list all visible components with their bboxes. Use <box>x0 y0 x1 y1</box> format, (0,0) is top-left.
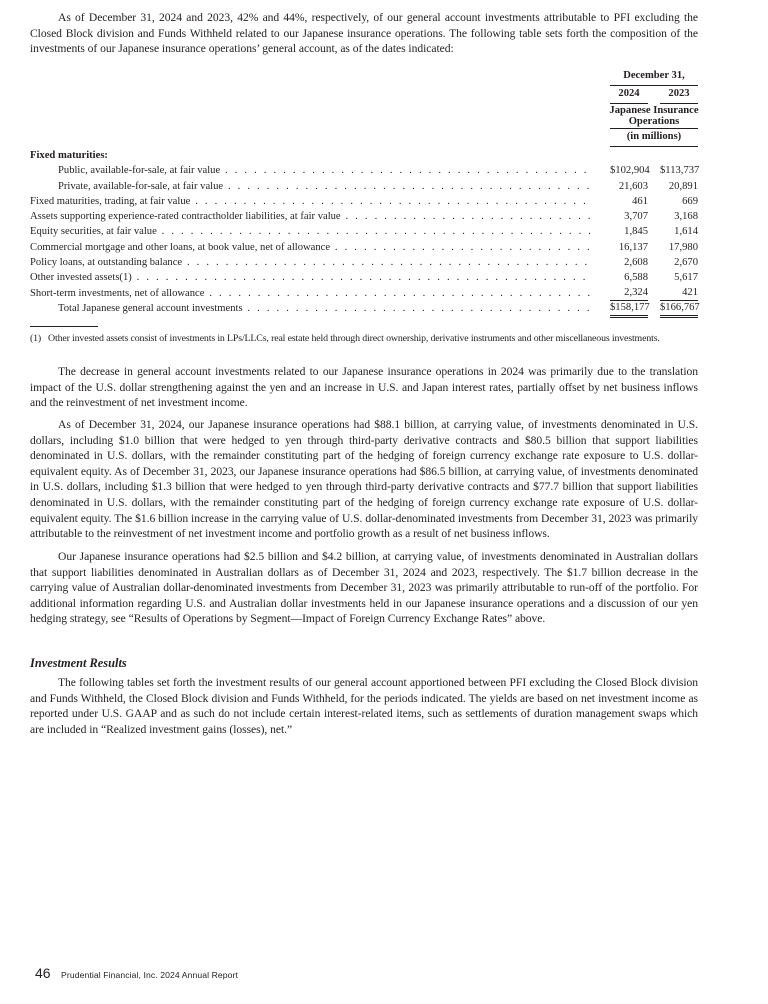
table-row <box>30 270 698 285</box>
row-label: Equity securities, at fair value . . . <box>30 224 592 239</box>
row-label: Policy loans, at outstanding balance . . . <box>30 255 592 270</box>
units-header: (in millions) <box>626 131 682 142</box>
footnote-text: Other invested assets consist of investments in LPs/LLCs, real estate held through direct ownership, derivative instruments and other miscellaneous investments. <box>48 333 660 344</box>
body-paragraph: The following tables set forth the investment results of our general account apportioned between PFI excluding the Closed Block division and Funds Withheld, the Closed Block division and Funds Withheld, for the periods indicated. The yields are based on net investment income as reported under U.S. GAAP and as such do not include certain interest-related items, such as settlements of duration management swaps which are included in “Realized investment gains (losses), net.” <box>30 676 698 736</box>
section-heading: Investment Results <box>30 656 127 670</box>
value-2023: 669 <box>682 195 698 207</box>
row-label: Other invested assets(1) . . . <box>30 270 592 285</box>
row-label: Private, available-for-sale, at fair value . . . <box>30 179 592 194</box>
table-row <box>30 209 698 224</box>
footer-title: Prudential Financial, Inc. 2024 Annual Report <box>61 970 238 980</box>
row-label: Assets supporting experience-rated contractholder liabilities, at fair value . . . <box>30 209 592 224</box>
value-2024: 2,608 <box>624 257 648 269</box>
value-2023: 2,670 <box>674 257 698 269</box>
page-number: 46 <box>35 965 51 981</box>
footnote <box>30 332 698 345</box>
value-2024: $102,904 <box>610 165 650 177</box>
row-label: Fixed maturities, trading, at fair value . . . <box>30 194 592 209</box>
value-2024: 21,603 <box>618 180 648 192</box>
value-2024: 16,137 <box>618 241 648 253</box>
year-header-2023: 2023 <box>668 88 690 99</box>
value-2024: 2,324 <box>610 286 648 301</box>
row-label: Short-term investments, net of allowance . . . <box>30 286 592 301</box>
table-row <box>30 194 698 209</box>
value-2023: 5,617 <box>674 272 698 284</box>
header-rule <box>610 103 648 104</box>
body-paragraph: As of December 31, 2024, our Japanese insurance operations had $88.1 billion, at carrying value, of investments denominated in U.S. dollars, including $1.0 billion that were hedged to yen through third-party derivative contracts and $80.5 billion that support liabilities denominated in U.S. dollars, with the remainder constituting part of the hedging of foreign currency exchange rate exposure to U.S. dollar-equivalent equity. As of December 31, 2023, our Japanese insurance operations had $86.5 billion, at carrying value, of investments denominated in U.S. dollars, including $1.3 billion that were hedged to yen through third-party derivative contracts and $77.7 billion that support liabilities denominated in U.S. dollars, with the remainder constituting part of the hedging of foreign currency exchange rate exposure of U.S. dollar-equivalent equity. The $1.6 billion increase in the carrying value of U.S. dollar-denominated investments from December 31, 2023 was primarily attributable to the reinvestment of net investment income and portfolio growth as a result of net business inflows. <box>30 418 698 541</box>
body-paragraph: Our Japanese insurance operations had $2.5 billion and $4.2 billion, at carrying value, of investments denominated in Australian dollars that support liabilities denominated in Australian dollars as of December 31, 2024 and 2023, respectively. The $1.7 billion decrease in the carrying value of Australian dollar-denominated investments from December 31, 2023 was primarily attributable to run-off of the portfolio. For additional information regarding U.S. and Australian dollar investments held in our Japanese insurance operations and a discussion of our yen hedging strategy, see “Results of Operations by Segment—Impact of Foreign Currency Exchange Rates” above. <box>30 550 698 626</box>
table-row <box>30 148 698 163</box>
value-2023: 1,614 <box>674 226 698 238</box>
value-2024: 461 <box>632 195 648 207</box>
header-rule <box>610 85 698 86</box>
header-rule <box>660 103 698 104</box>
header-rule <box>610 128 698 129</box>
table-row <box>30 255 698 270</box>
row-label: Total Japanese general account investments . . . <box>30 301 592 316</box>
value-2024: $158,177 <box>610 301 648 318</box>
row-label: Commercial mortgage and other loans, at book value, net of allowance . . . <box>30 240 592 255</box>
row-label: Public, available-for-sale, at fair value . . . <box>30 163 592 178</box>
table-row <box>30 163 698 178</box>
row-label: Fixed maturities: <box>30 150 108 161</box>
footnote-divider <box>30 326 98 327</box>
header-rule <box>610 146 698 147</box>
value-2023: 421 <box>660 286 698 301</box>
table-period-header: December 31, <box>623 70 685 81</box>
year-header-2024: 2024 <box>618 88 640 99</box>
table-row <box>30 286 698 301</box>
table-row <box>30 179 698 194</box>
value-2023: $113,737 <box>660 165 700 177</box>
body-paragraph: The decrease in general account investments related to our Japanese insurance operations in 2024 was primarily due to the translation impact of the U.S. dollar strengthening against the yen and an increase in U.S. and Japan interest rates, partially offset by net business inflows and the reinvestment of net investment income. <box>30 365 698 410</box>
footnote-marker: (1) <box>30 333 42 344</box>
value-2024: 6,588 <box>624 272 648 284</box>
value-2024: 3,707 <box>624 211 648 223</box>
table-row <box>30 224 698 239</box>
page-footer <box>35 965 238 983</box>
segment-header: Japanese Insurance Operations <box>609 105 699 127</box>
value-2023: $166,767 <box>660 301 698 318</box>
value-2023: 3,168 <box>674 211 698 223</box>
table-row <box>30 240 698 255</box>
value-2024: 1,845 <box>624 226 648 238</box>
value-2023: 20,891 <box>668 180 698 192</box>
value-2023: 17,980 <box>668 241 698 253</box>
intro-paragraph: As of December 31, 2024 and 2023, 42% and 44%, respectively, of our general account investments attributable to PFI excluding the Closed Block division and Funds Withheld related to our Japanese insurance operations. The following table sets forth the composition of the investments of our Japanese insurance operations’ general account, as of the dates indicated: <box>30 11 698 56</box>
table-body <box>30 148 698 316</box>
table-total-row <box>30 301 698 316</box>
